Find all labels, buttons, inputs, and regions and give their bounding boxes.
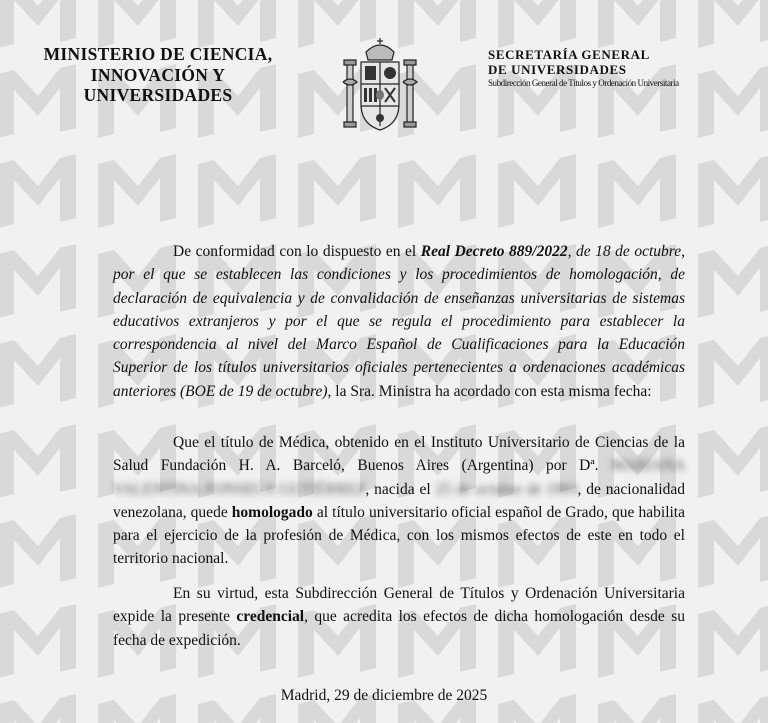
p1-text-middle: , de 18 de octubre, por el que se establecen las condiciones y los procedimientos de homologación, de declaración de equivalencia y de convalidación de enseñanzas universitarias de sistemas educativos extranjeros y por el que se regula el procedimiento para establecer la correspondencia al nivel del Marco Español de Cualificaciones para la Educación Superior de los títulos universitarios oficiales pertenecientes a ordenaciones académicas anteriores (BOE de 19 de octubre): [113, 243, 685, 400]
credencial-word: credencial: [236, 608, 305, 626]
paragraph-resolution: [113, 431, 685, 571]
subdireccion-name: Subdirección General de Títulos y Ordenación Universitaria: [488, 78, 679, 88]
paragraph-legal-basis: [113, 240, 685, 403]
redacted-name: MARIANA VALENTINA FONSECA GUTIÉRREZ: [113, 457, 685, 498]
p2-text-nationality: , de nacionalidad venezolana, quede: [113, 480, 685, 521]
secretaria-line-1: SECRETARÍA GENERAL: [488, 47, 650, 62]
p1-text-end: , la Sra. Ministra ha acordado con esta misma fecha:: [327, 382, 652, 400]
ministry-line-2: INNOVACIÓN Y: [90, 64, 226, 85]
redacted-birthdate: 25 de octubre de 1993: [435, 480, 578, 498]
secretaria-block: [488, 47, 763, 89]
coat-of-arms-icon: [341, 34, 419, 138]
issue-date: Madrid, 29 de diciembre de 2025: [280, 687, 488, 704]
homologado-word: homologado: [231, 503, 313, 521]
p2-text-start: Que el título de Médica, obtenido en el Instituto Universitario de Ciencias de la Salud Fundación H. A. Barceló, Buenos Aires (Argentina) por Dª.: [113, 434, 685, 475]
p3-text-end: , que acredita los efectos de dicha homologación desde su fecha de expedición.: [113, 608, 685, 649]
ministry-line-1: MINISTERIO DE CIENCIA,: [43, 44, 273, 64]
paragraph-issuance: [113, 582, 685, 652]
p2-text-end: al título universitario oficial español de Grado, que habilita para el ejercicio de la profesión de Médica, con los mismos efectos de este en todo el territorio nacional.: [113, 503, 685, 568]
secretaria-line-2: DE UNIVERSIDADES: [488, 62, 627, 77]
p1-text-start: De conformidad con lo dispuesto en el: [173, 243, 421, 260]
decree-reference: Real Decreto 889/2022: [420, 243, 568, 260]
p2-text-born: , nacida el: [365, 480, 436, 498]
ministry-line-3: UNIVERSIDADES: [83, 85, 233, 105]
ministry-name: [22, 44, 294, 106]
p3-text-start: En su virtud, esta Subdirección General de Títulos y Ordenación Universitaria expide la presente: [113, 585, 685, 626]
